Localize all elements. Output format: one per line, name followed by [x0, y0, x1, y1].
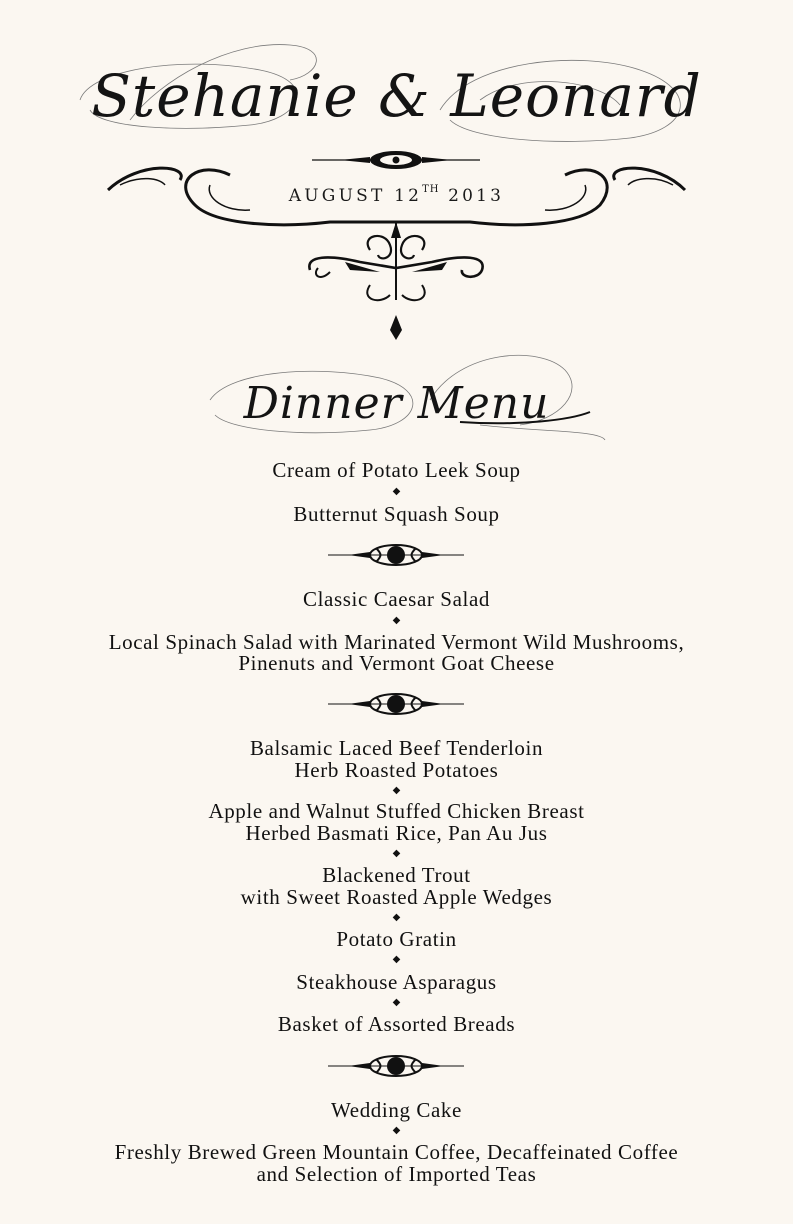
menu-item: Herbed Basmati Rice, Pan Au Jus — [245, 821, 548, 845]
bullet-icon: ◆ — [392, 486, 401, 497]
menu-item: Butternut Squash Soup — [293, 502, 500, 526]
menu-item: Potato Gratin — [336, 927, 457, 951]
date-month-day: AUGUST 12 — [288, 186, 423, 206]
menu-item: Balsamic Laced Beef Tenderloin — [249, 736, 544, 760]
menu-item: Cream of Potato Leek Soup — [272, 458, 521, 482]
menu-item: Herb Roasted Potatoes — [294, 758, 499, 782]
couple-names: Stehanie & Leonard — [91, 62, 702, 130]
menu-item: Blackened Trout — [322, 863, 471, 887]
bullet-icon: ◆ — [392, 954, 401, 965]
bullet-icon: ◆ — [392, 848, 401, 859]
wedding-date — [0, 186, 793, 206]
divider-ornament-icon — [326, 693, 466, 715]
menu-item: and Selection of Imported Teas — [256, 1162, 537, 1186]
menu-item: Freshly Brewed Green Mountain Coffee, Decaffeinated Coffee — [114, 1140, 679, 1164]
bullet-icon: ◆ — [392, 615, 401, 626]
divider-ornament-icon — [326, 1055, 466, 1077]
menu-title: Dinner Menu — [243, 378, 550, 429]
bullet-icon: ◆ — [392, 997, 401, 1008]
crest-ornament-icon — [309, 222, 482, 340]
date-top-ornament-icon — [312, 151, 480, 169]
menu-item: Pinenuts and Vermont Goat Cheese — [238, 651, 555, 675]
menu-item: Local Spinach Salad with Marinated Vermont Wild Mushrooms, — [108, 630, 685, 654]
bullet-icon: ◆ — [392, 785, 401, 796]
date-ordinal-suffix: TH — [422, 184, 440, 196]
bullet-icon: ◆ — [392, 912, 401, 923]
divider-ornament-icon — [326, 544, 466, 566]
date-year: 2013 — [448, 186, 505, 206]
menu-item: with Sweet Roasted Apple Wedges — [240, 885, 553, 909]
menu-item: Steakhouse Asparagus — [296, 970, 497, 994]
bullet-icon: ◆ — [392, 1125, 401, 1136]
menu-item: Wedding Cake — [331, 1098, 462, 1122]
menu-item: Basket of Assorted Breads — [277, 1012, 516, 1036]
menu-item: Classic Caesar Salad — [303, 587, 490, 611]
menu-item: Apple and Walnut Stuffed Chicken Breast — [208, 799, 585, 823]
